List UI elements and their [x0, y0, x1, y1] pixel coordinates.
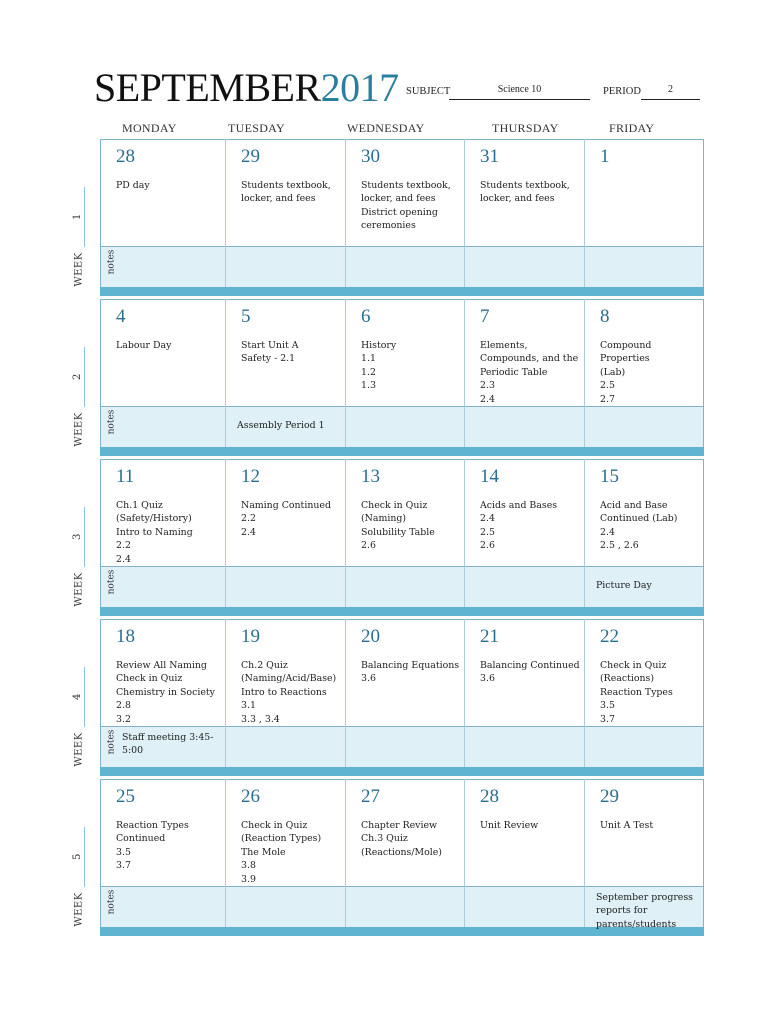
day-cell[interactable]	[345, 619, 464, 727]
day-header-tuesday: TUESDAY	[228, 121, 285, 135]
week-row	[100, 779, 704, 939]
month-name: SEPTEMBER	[94, 65, 321, 110]
week-divider-bar	[100, 287, 704, 296]
day-number: 7	[480, 306, 490, 327]
day-events: Ch.2 Quiz (Naming/Acid/Base) Intro to Reactions 3.1 3.3 , 3.4	[241, 660, 337, 725]
day-number: 1	[600, 146, 610, 167]
day-number: 31	[480, 146, 499, 167]
notes-label: notes	[106, 729, 117, 755]
day-number: 15	[600, 466, 619, 487]
day-events: Start Unit A Safety - 2.1	[241, 340, 299, 365]
day-note[interactable]: September progress reports for parents/students	[596, 892, 693, 930]
day-cell[interactable]	[464, 299, 584, 407]
week-row	[100, 299, 704, 459]
day-cell[interactable]	[345, 139, 464, 247]
week-accent-bar	[84, 507, 85, 567]
day-number: 20	[361, 626, 380, 647]
period-field[interactable]: 2	[668, 84, 673, 95]
subject-field[interactable]: Science 10	[497, 84, 542, 95]
day-events: Balancing Equations 3.6	[361, 660, 460, 685]
day-cell[interactable]	[584, 459, 704, 567]
day-cell[interactable]	[225, 779, 345, 887]
day-number: 11	[116, 466, 135, 487]
week-number: 5	[71, 853, 83, 860]
notes-label: notes	[106, 249, 117, 275]
day-header-friday: FRIDAY	[609, 121, 655, 135]
day-cell[interactable]	[464, 619, 584, 727]
period-label: PERIOD	[603, 86, 641, 97]
day-number: 28	[116, 146, 135, 167]
notes-row	[100, 407, 704, 447]
week-number: 1	[71, 213, 83, 220]
day-number: 29	[241, 146, 260, 167]
day-cell[interactable]	[584, 619, 704, 727]
week-number: 2	[71, 373, 83, 380]
day-events: Students textbook, locker, and fees	[241, 180, 331, 205]
day-events: Acid and Base Continued (Lab) 2.4 2.5 , 2.6	[600, 500, 678, 552]
day-cell[interactable]	[225, 299, 345, 407]
subject-underline	[449, 99, 590, 100]
day-header-thursday: THURSDAY	[492, 121, 559, 135]
day-number: 26	[241, 786, 260, 807]
day-cell[interactable]	[100, 299, 225, 407]
day-note[interactable]: Assembly Period 1	[237, 420, 325, 431]
day-events: Labour Day	[116, 340, 172, 351]
day-events: Check in Quiz (Reactions) Reaction Types 3.5 3.7	[600, 660, 673, 725]
day-events: Unit A Test	[600, 820, 654, 831]
week-divider-bar	[100, 607, 704, 616]
notes-label: notes	[106, 569, 117, 595]
day-events: Check in Quiz (Naming) Solubility Table 2.6	[361, 500, 435, 552]
year: 2017	[320, 65, 399, 110]
week-row	[100, 459, 704, 619]
day-cell[interactable]	[100, 139, 225, 247]
day-events: Compound Properties (Lab) 2.5 2.7	[600, 340, 652, 405]
day-cell[interactable]	[345, 459, 464, 567]
day-note[interactable]: Staff meeting 3:45- 5:00	[122, 732, 214, 757]
notes-label: notes	[106, 409, 117, 435]
day-header-wednesday: WEDNESDAY	[347, 121, 425, 135]
week-number: 3	[71, 533, 83, 540]
calendar-grid	[100, 139, 704, 939]
day-cell[interactable]	[345, 299, 464, 407]
day-cell[interactable]	[584, 299, 704, 407]
week-label: WEEK	[73, 732, 85, 767]
day-number: 6	[361, 306, 371, 327]
day-note[interactable]: Picture Day	[596, 580, 652, 591]
day-events: PD day	[116, 180, 150, 191]
day-cell[interactable]	[464, 139, 584, 247]
day-events: Ch.1 Quiz (Safety/History) Intro to Naming 2.2 2.4	[116, 500, 193, 565]
day-number: 13	[361, 466, 380, 487]
day-number: 14	[480, 466, 499, 487]
day-cell[interactable]	[100, 619, 225, 727]
week-divider-bar	[100, 767, 704, 776]
day-events: Review All Naming Check in Quiz Chemistry in Society 2.8 3.2	[116, 660, 215, 725]
day-number: 18	[116, 626, 135, 647]
day-cell[interactable]	[100, 459, 225, 567]
day-number: 4	[116, 306, 126, 327]
week-divider-bar	[100, 447, 704, 456]
day-cell[interactable]	[345, 779, 464, 887]
day-cell[interactable]	[225, 459, 345, 567]
day-cell[interactable]	[225, 139, 345, 247]
week-accent-bar	[84, 667, 85, 727]
period-underline	[641, 99, 700, 100]
day-header-monday: MONDAY	[122, 121, 177, 135]
day-number: 5	[241, 306, 251, 327]
week-label: WEEK	[73, 412, 85, 447]
week-label: WEEK	[73, 252, 85, 287]
day-events: Students textbook, locker, and fees	[480, 180, 570, 205]
day-number: 28	[480, 786, 499, 807]
day-cell[interactable]	[225, 619, 345, 727]
day-events: Unit Review	[480, 820, 539, 831]
day-events: Check in Quiz (Reaction Types) The Mole 3.8 3.9	[241, 820, 322, 885]
day-cell[interactable]	[584, 139, 704, 247]
day-cell[interactable]	[584, 779, 704, 887]
day-events: Reaction Types Continued 3.5 3.7	[116, 820, 189, 872]
day-number: 8	[600, 306, 610, 327]
week-row	[100, 619, 704, 779]
day-number: 29	[600, 786, 619, 807]
day-events: History 1.1 1.2 1.3	[361, 340, 397, 392]
day-number: 19	[241, 626, 260, 647]
week-number: 4	[71, 693, 83, 700]
week-label: WEEK	[73, 892, 85, 927]
day-number: 25	[116, 786, 135, 807]
week-accent-bar	[84, 347, 85, 407]
day-number: 22	[600, 626, 619, 647]
day-events: Naming Continued 2.2 2.4	[241, 500, 331, 538]
notes-row	[100, 247, 704, 287]
day-number: 27	[361, 786, 380, 807]
day-cell[interactable]	[464, 779, 584, 887]
day-cell[interactable]	[464, 459, 584, 567]
week-row	[100, 139, 704, 299]
day-cell[interactable]	[100, 779, 225, 887]
week-accent-bar	[84, 187, 85, 247]
subject-label: SUBJECT	[406, 86, 451, 97]
day-events: Students textbook, locker, and fees District opening ceremonies	[361, 180, 451, 232]
week-label: WEEK	[73, 572, 85, 607]
day-events: Elements, Compounds, and the Periodic Table 2.3 2.4	[480, 340, 579, 405]
day-events: Chapter Review Ch.3 Quiz (Reactions/Mole)	[361, 820, 442, 858]
day-number: 30	[361, 146, 380, 167]
day-number: 12	[241, 466, 260, 487]
day-events: Balancing Continued 3.6	[480, 660, 580, 685]
notes-label: notes	[106, 889, 117, 915]
day-number: 21	[480, 626, 499, 647]
page-title	[94, 64, 399, 112]
day-events: Acids and Bases 2.4 2.5 2.6	[480, 500, 558, 552]
week-accent-bar	[84, 827, 85, 887]
